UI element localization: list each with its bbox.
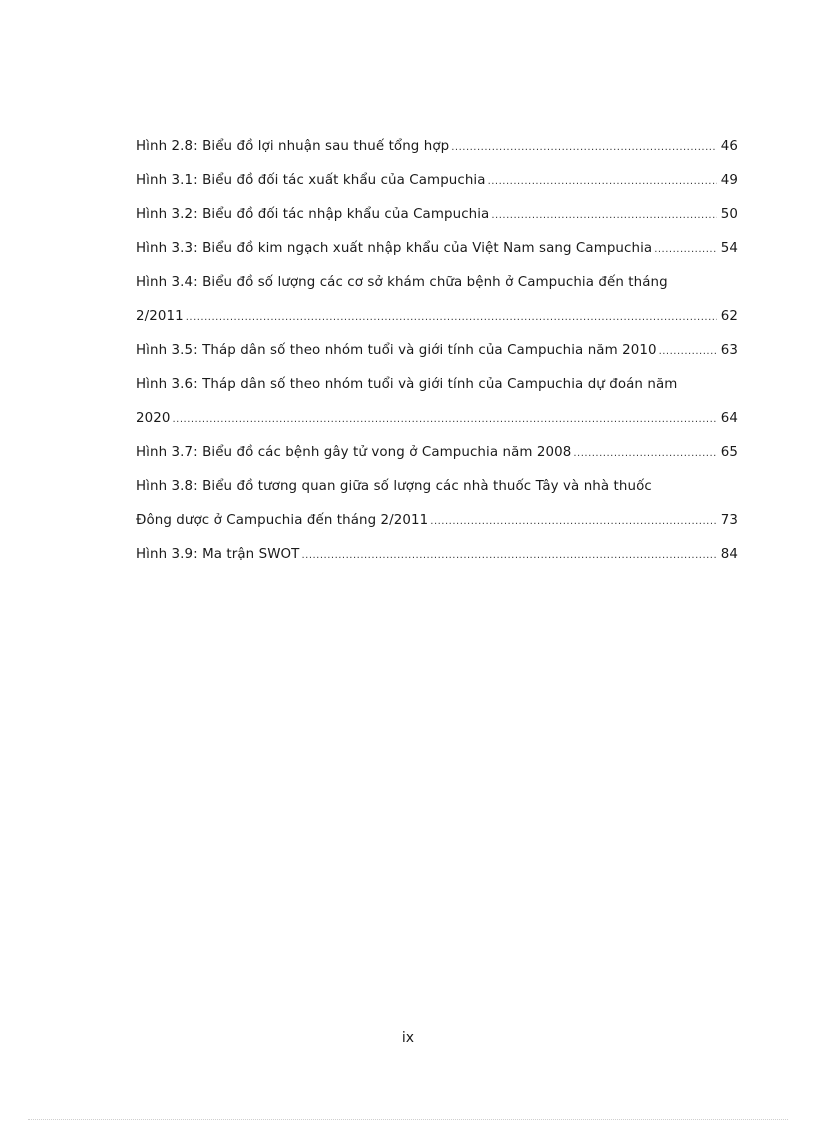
table-of-figures xyxy=(136,130,738,572)
toc-entry-title: Hình 3.1: Biểu đồ đối tác xuất khẩu của Campuchia xyxy=(136,173,486,188)
toc-dot-leader xyxy=(488,165,717,199)
toc-entry-page: 73 xyxy=(720,513,738,528)
toc-entry-3-5[interactable] xyxy=(136,334,738,368)
toc-entry-page: 62 xyxy=(720,309,738,324)
toc-entry-title-continued: Đông dược ở Campuchia đến tháng 2/2011 xyxy=(136,513,429,528)
toc-dot-leader xyxy=(451,131,717,165)
toc-entry-title: Hình 3.9: Ma trận SWOT xyxy=(136,547,300,562)
toc-entry-page: 54 xyxy=(720,241,738,256)
toc-dot-leader xyxy=(172,403,717,437)
toc-entry-page: 46 xyxy=(720,139,738,154)
toc-dot-leader xyxy=(301,539,717,573)
toc-entry-3-6-line2[interactable] xyxy=(136,402,738,436)
toc-entry-page: 49 xyxy=(720,173,738,188)
toc-entry-page: 84 xyxy=(720,547,738,562)
toc-dot-leader xyxy=(659,335,717,369)
toc-entry-title-continued: 2020 xyxy=(136,411,171,426)
page-number: ix xyxy=(401,1030,415,1046)
toc-entry-3-6-line1[interactable] xyxy=(136,368,738,402)
page-bottom-rule xyxy=(28,1119,788,1120)
toc-dot-leader xyxy=(186,301,717,335)
toc-entry-3-8-line2[interactable] xyxy=(136,504,738,538)
toc-entry-3-7[interactable] xyxy=(136,436,738,470)
toc-dot-leader xyxy=(491,199,717,233)
toc-entry-title: Hình 3.3: Biểu đồ kim ngạch xuất nhập khẩu của Việt Nam sang Campuchia xyxy=(136,241,653,256)
toc-dot-leader xyxy=(430,505,717,539)
toc-entry-3-9[interactable] xyxy=(136,538,738,572)
toc-entry-3-4-line1[interactable] xyxy=(136,266,738,300)
toc-entry-3-1[interactable] xyxy=(136,164,738,198)
toc-entry-title: Hình 3.8: Biểu đồ tương quan giữa số lượng các nhà thuốc Tây và nhà thuốc xyxy=(136,479,652,494)
toc-entry-3-2[interactable] xyxy=(136,198,738,232)
toc-dot-leader xyxy=(573,437,717,471)
toc-entry-title-continued: 2/2011 xyxy=(136,309,184,324)
toc-entry-title: Hình 3.4: Biểu đồ số lượng các cơ sở khám chữa bệnh ở Campuchia đến tháng xyxy=(136,275,668,290)
toc-entry-page: 64 xyxy=(720,411,738,426)
toc-entry-3-4-line2[interactable] xyxy=(136,300,738,334)
toc-entry-page: 50 xyxy=(720,207,738,222)
toc-dot-leader xyxy=(654,233,717,267)
toc-entry-3-8-line1[interactable] xyxy=(136,470,738,504)
toc-entry-title: Hình 3.6: Tháp dân số theo nhóm tuổi và giới tính của Campuchia dự đoán năm xyxy=(136,377,678,392)
toc-entry-title: Hình 3.5: Tháp dân số theo nhóm tuổi và giới tính của Campuchia năm 2010 xyxy=(136,343,657,358)
toc-entry-title: Hình 3.2: Biểu đồ đối tác nhập khẩu của Campuchia xyxy=(136,207,490,222)
toc-entry-title: Hình 2.8: Biểu đồ lợi nhuận sau thuế tổng hợp xyxy=(136,139,450,154)
toc-entry-3-3[interactable] xyxy=(136,232,738,266)
toc-entry-2-8[interactable] xyxy=(136,130,738,164)
toc-entry-page: 63 xyxy=(720,343,738,358)
toc-entry-title: Hình 3.7: Biểu đồ các bệnh gây tử vong ở Campuchia năm 2008 xyxy=(136,445,572,460)
toc-entry-page: 65 xyxy=(720,445,738,460)
